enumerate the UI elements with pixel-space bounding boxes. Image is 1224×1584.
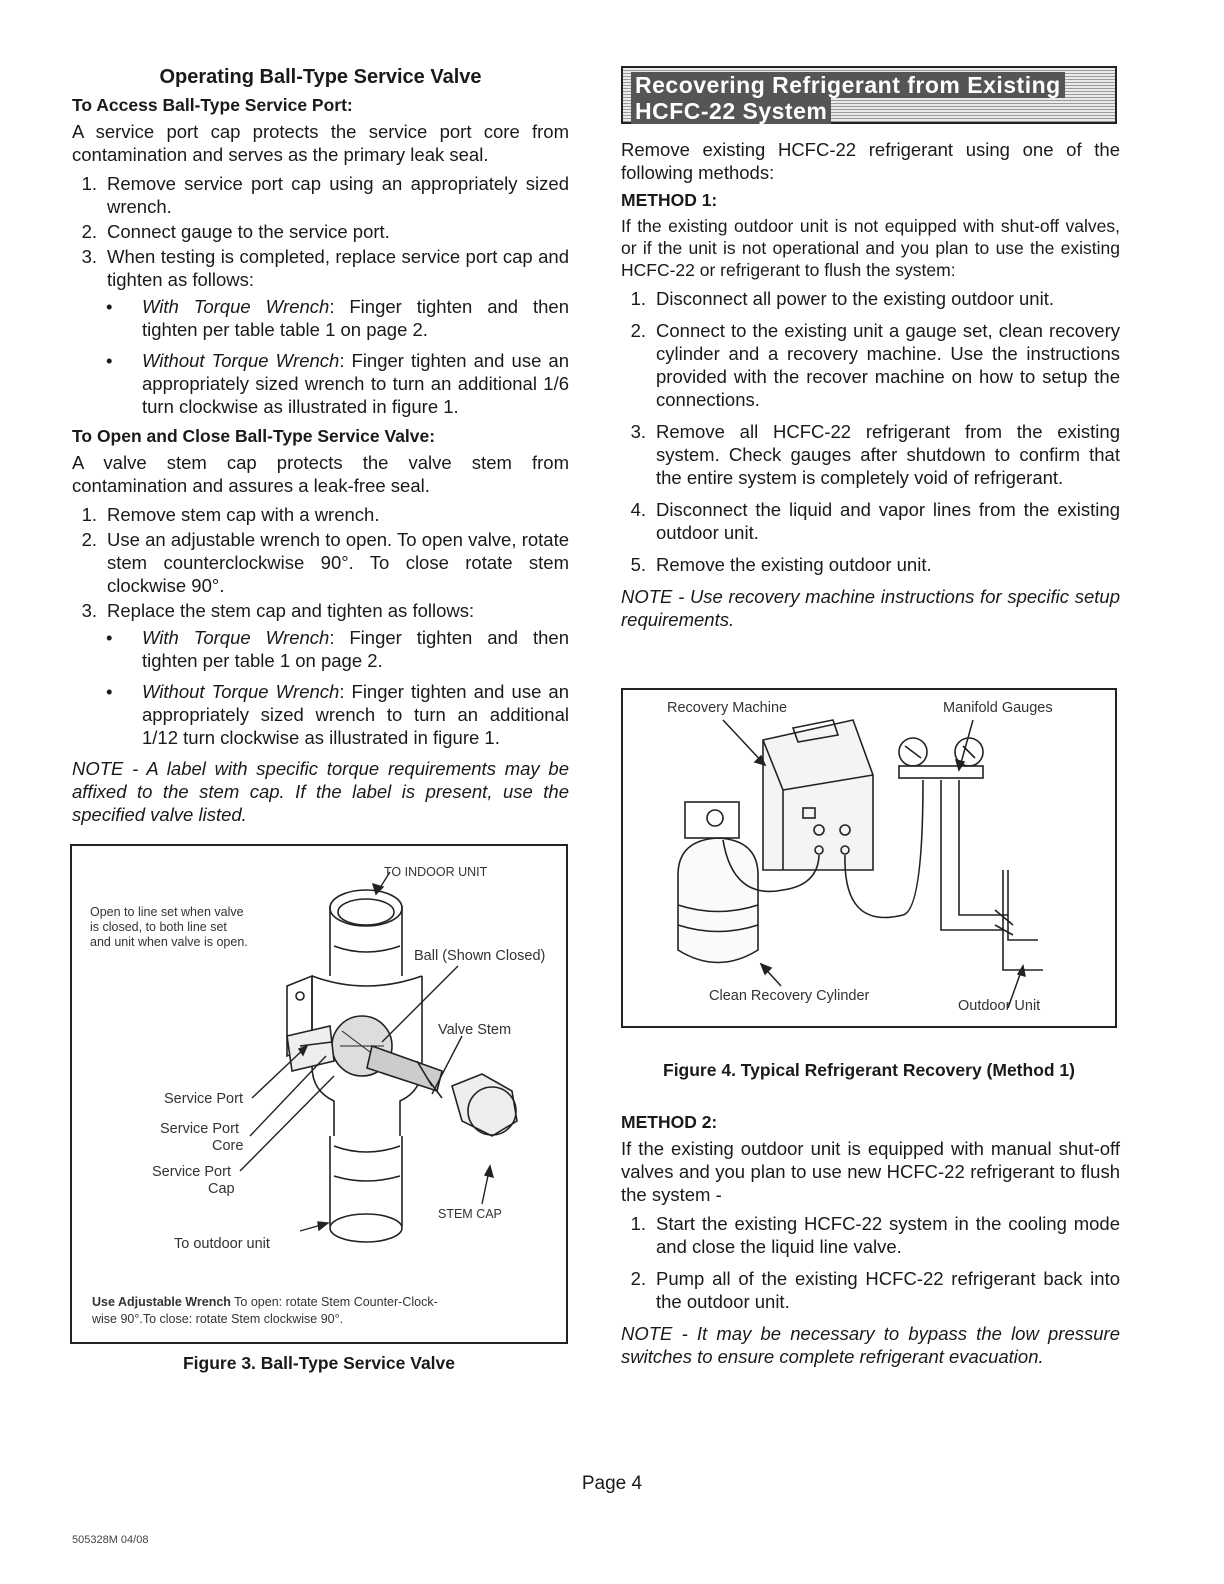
label-manifold-gauges: Manifold Gauges bbox=[943, 700, 1053, 716]
list-item: 1. Start the existing HCFC-22 system in the cooling mode and close the liquid line valve. bbox=[630, 1213, 1120, 1257]
list-item: 4. Disconnect the liquid and vapor lines from the existing outdoor unit. bbox=[630, 499, 1120, 543]
list-item: 2. Connect gauge to the service port. bbox=[81, 221, 390, 242]
bullet-icon: • bbox=[106, 627, 113, 648]
label-recovery-machine: Recovery Machine bbox=[667, 700, 788, 716]
label-stem-cap: STEM CAP bbox=[438, 1207, 502, 1221]
label-open-to-line-1: Open to line set when valve bbox=[90, 905, 244, 919]
method-2-section bbox=[621, 1110, 1120, 1368]
left-column bbox=[72, 66, 569, 826]
list-item: • Without Torque Wrench: Finger tighten and use an appropriately sized wrench to turn an additional 1/6 turn clockwise as illustrated in figure 1. bbox=[106, 350, 569, 417]
open-close-bullets bbox=[72, 626, 569, 749]
method-2-steps bbox=[621, 1212, 1120, 1313]
bullet-icon: • bbox=[106, 296, 113, 317]
list-item: 3. When testing is completed, replace service port cap and tighten as follows: bbox=[81, 246, 569, 290]
bullet-icon: • bbox=[106, 350, 113, 371]
access-bullets bbox=[72, 295, 569, 418]
list-item: • With Torque Wrench: Finger tighten and then tighten per table 1 on page 2. bbox=[106, 627, 569, 671]
label-service-port: Service Port bbox=[164, 1091, 243, 1107]
access-steps bbox=[72, 172, 569, 291]
section-title: Operating Ball-Type Service Valve bbox=[159, 66, 482, 88]
section-banner bbox=[621, 66, 1117, 124]
method-1-note: NOTE - Use recovery machine instructions for specific setup requirements. bbox=[621, 586, 1120, 630]
method-1-intro: If the existing outdoor unit is not equipped with shut-off valves, or if the unit is not operational and you plan to use the existing HCFC-22 or refrigerant to flush the system: bbox=[621, 216, 1120, 280]
label-outdoor-unit: Outdoor Unit bbox=[958, 998, 1041, 1014]
open-close-steps bbox=[72, 503, 569, 622]
figure-4-caption: Figure 4. Typical Refrigerant Recovery (Method 1) bbox=[663, 1060, 1075, 1080]
method-2-intro: If the existing outdoor unit is equipped with manual shut-off valves and you plan to use new HCFC-22 refrigerant to flush the system - bbox=[621, 1138, 1120, 1205]
list-item: 2. Connect to the existing unit a gauge set, clean recovery cylinder and a recovery machine. Use the instructions provided with the recover machine on how to setup the connections. bbox=[630, 320, 1120, 410]
list-item: 3. Remove all HCFC-22 refrigerant from the existing system. Check gauges after shutdown to confirm that the entire system is completely void of refrigerant. bbox=[630, 421, 1120, 488]
list-item: 1. Remove stem cap with a wrench. bbox=[81, 504, 380, 525]
method-1-heading: METHOD 1: bbox=[621, 190, 718, 210]
method-2-heading: METHOD 2: bbox=[621, 1112, 718, 1132]
refrigerant-recovery-illustration bbox=[623, 690, 1115, 1026]
list-item: 2. Use an adjustable wrench to open. To open valve, rotate stem counterclockwise 90°. To close rotate stem clockwise 90°. bbox=[81, 529, 569, 596]
label-open-to-line-2: is closed, to both line set bbox=[90, 920, 227, 934]
list-item: 1. Disconnect all power to the existing outdoor unit. bbox=[630, 288, 1054, 309]
open-close-heading: To Open and Close Ball-Type Service Valve: bbox=[72, 426, 436, 446]
access-intro: A service port cap protects the service port core from contamination and serves as the primary leak seal. bbox=[72, 121, 569, 165]
access-heading: To Access Ball-Type Service Port: bbox=[72, 95, 353, 115]
list-item: 2. Pump all of the existing HCFC-22 refrigerant back into the outdoor unit. bbox=[630, 1268, 1120, 1312]
open-close-intro: A valve stem cap protects the valve stem from contamination and assures a leak-free seal. bbox=[72, 452, 569, 496]
label-ball: Ball (Shown Closed) bbox=[414, 948, 546, 964]
label-service-port-cap-1: Service Port bbox=[152, 1164, 231, 1180]
bullet-icon: • bbox=[106, 681, 113, 702]
method-2-note: NOTE - It may be necessary to bypass the low pressure switches to ensure complete refrigerant evacuation. bbox=[621, 1323, 1120, 1367]
label-open-to-line-3: and unit when valve is open. bbox=[90, 935, 248, 949]
method-1-steps bbox=[621, 287, 1120, 576]
label-service-port-cap-2: Cap bbox=[208, 1181, 235, 1197]
page-number: Page 4 bbox=[581, 1473, 643, 1494]
label-service-port-core-1: Service Port bbox=[160, 1121, 239, 1137]
figure-3-box bbox=[70, 844, 568, 1344]
label-to-indoor-unit: TO INDOOR UNIT bbox=[384, 865, 488, 879]
label-clean-recovery-cylinder: Clean Recovery Cylinder bbox=[709, 988, 870, 1004]
figure-3-caption: Figure 3. Ball-Type Service Valve bbox=[182, 1353, 456, 1373]
list-item: 5. Remove the existing outdoor unit. bbox=[630, 554, 932, 575]
label-valve-stem: Valve Stem bbox=[438, 1022, 512, 1038]
label-service-port-core-2: Core bbox=[212, 1138, 244, 1154]
figure-3-footnote: Use Adjustable Wrench To open: rotate Stem Counter-Clock- wise 90°.To close: rotate Stem clockwise 90°. bbox=[92, 1295, 438, 1326]
list-item: 1. Remove service port cap using an appropriately sized wrench. bbox=[81, 173, 569, 217]
label-to-outdoor-unit: To outdoor unit bbox=[174, 1236, 270, 1252]
list-item: • With Torque Wrench: Finger tighten and then tighten per table table 1 on page 2. bbox=[106, 296, 569, 340]
list-item: • Without Torque Wrench: Finger tighten and use an appropriately sized wrench to turn an additional 1/12 turn clockwise as illustrated in figure 1. bbox=[106, 681, 569, 748]
document-code: 505328M 04/08 bbox=[72, 1534, 149, 1546]
figure-4-box bbox=[621, 688, 1117, 1028]
right-column bbox=[621, 66, 1120, 631]
banner-line-1: Recovering Refrigerant from Existing bbox=[631, 72, 1065, 98]
torque-note: NOTE - A label with specific torque requirements may be affixed to the stem cap. If the label is present, use the specified valve listed. bbox=[72, 758, 569, 825]
list-item: 3. Replace the stem cap and tighten as follows: bbox=[81, 600, 475, 621]
recovery-intro: Remove existing HCFC-22 refrigerant using one of the following methods: bbox=[621, 139, 1120, 183]
banner-line-2: HCFC-22 System bbox=[631, 98, 831, 124]
